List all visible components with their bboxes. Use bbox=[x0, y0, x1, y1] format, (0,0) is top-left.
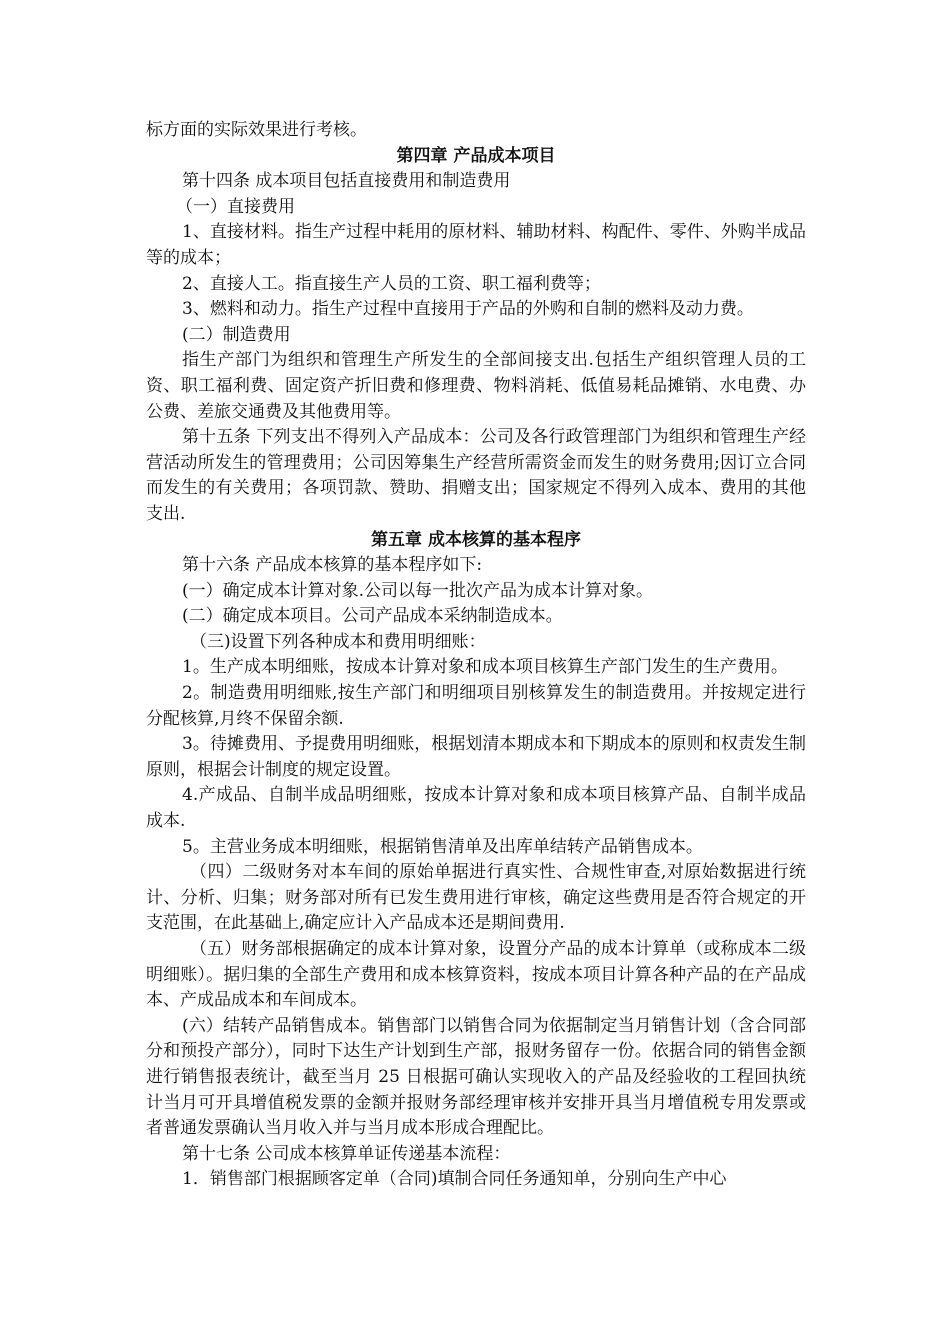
chapter-heading-5: 第五章 成本核算的基本程序 bbox=[371, 529, 581, 550]
paragraph: (二）确定成本项目。公司产品成本采纳制造成本。 bbox=[182, 606, 563, 627]
paragraph: 5。主营业务成本明细账，根据销售清单及出库单结转产品销售成本。 bbox=[182, 836, 703, 857]
chapter-heading-4: 第四章 产品成本项目 bbox=[396, 145, 556, 166]
article-15: 第十五条 下列支出不得列入产品成本：公司及各行政管理部门为组织和管理生产经营活动所发生的管理费用；公司因筹集生产经营所需资金而发生的财务费用;因订立合同而发生的有关费用；各项罚款、赞助、捐赠支出；国家规定不得列入成本、费用的其他支出. bbox=[146, 427, 806, 524]
paragraph: 3。待摊费用、予提费用明细账，根据划清本期成本和下期成本的原则和权责发生制原则，根据会计制度的规定设置。 bbox=[146, 734, 806, 780]
paragraph: 1．销售部门根据顾客定单（合同)填制合同任务通知单，分别向生产中心 bbox=[182, 1169, 727, 1190]
paragraph: （四）二级财务对本车间的原始单据进行真实性、合规性审查,对原始数据进行统计、分析、归集；财务部对所有已发生费用进行审核，确定这些费用是否符合规定的开支范围，在此基础上,确定应计入产品成本还是期间费用. bbox=[146, 862, 806, 934]
paragraph: （三)设置下列各种成本和费用明细账： bbox=[190, 631, 486, 652]
paragraph: 4.产成品、自制半成品明细账，按成本计算对象和成本项目核算产品、自制半成品成本. bbox=[146, 785, 806, 832]
paragraph: (六）结转产品销售成本。销售部门以销售合同为依据制定当月销售计划（含合同部分和预投产部分），同时下达生产计划到生产部，报财务留存一份。依据合同的销售金额进行销售报表统计，截至当月 25 日根据可确认实现收入的产品及经验收的工程回执统计当月可开具增值税发票的金额并报财务部经理审核并安排开具当月增值税专用发票或者普通发票确认当月收入并与当月成本形成合理配比。 bbox=[146, 1015, 806, 1139]
paragraph: 指生产部门为组织和管理生产所发生的全部间接支出.包括生产组织管理人员的工资、职工福利费、固定资产折旧费和修理费、物料消耗、低值易耗品摊销、水电费、办公费、差旅交通费及其他费用等。 bbox=[146, 350, 806, 422]
paragraph: 1、直接材料。指生产过程中耗用的原材料、辅助材料、构配件、零件、外购半成品等的成本； bbox=[146, 222, 806, 268]
document-body bbox=[146, 118, 806, 1193]
paragraph: 2、直接人工。指直接生产人员的工资、职工福利费等； bbox=[182, 273, 601, 294]
paragraph: (二）制造费用 bbox=[182, 324, 291, 345]
article-14: 第十四条 成本项目包括直接费用和制造费用 bbox=[182, 171, 511, 192]
paragraph: 1。生产成本明细账，按成本计算对象和成本项目核算生产部门发生的生产费用。 bbox=[182, 657, 788, 678]
article-16: 第十六条 产品成本核算的基本程序如下: bbox=[182, 555, 483, 576]
paragraph: (一）确定成本计算对象.公司以每一批次产品为成本计算对象。 bbox=[182, 580, 654, 601]
article-17: 第十七条 公司成本核算单证传递基本流程： bbox=[182, 1143, 511, 1164]
paragraph: 标方面的实际效果进行考核。 bbox=[146, 120, 367, 140]
paragraph: （一）直接费用 bbox=[176, 196, 295, 217]
paragraph: 3、燃料和动力。指生产过程中直接用于产品的外购和自制的燃料及动力费。 bbox=[182, 299, 754, 320]
paragraph: （五）财务部根据确定的成本计算对象，设置分产品的成本计算单（或称成本二级明细账）。据归集的全部生产费用和成本核算资料，按成本项目计算各种产品的在产品成本、产成品成本和车间成本。 bbox=[146, 939, 806, 1011]
paragraph: 2。制造费用明细账,按生产部门和明细项目别核算发生的制造费用。并按规定进行分配核算,月终不保留余额. bbox=[146, 683, 806, 729]
